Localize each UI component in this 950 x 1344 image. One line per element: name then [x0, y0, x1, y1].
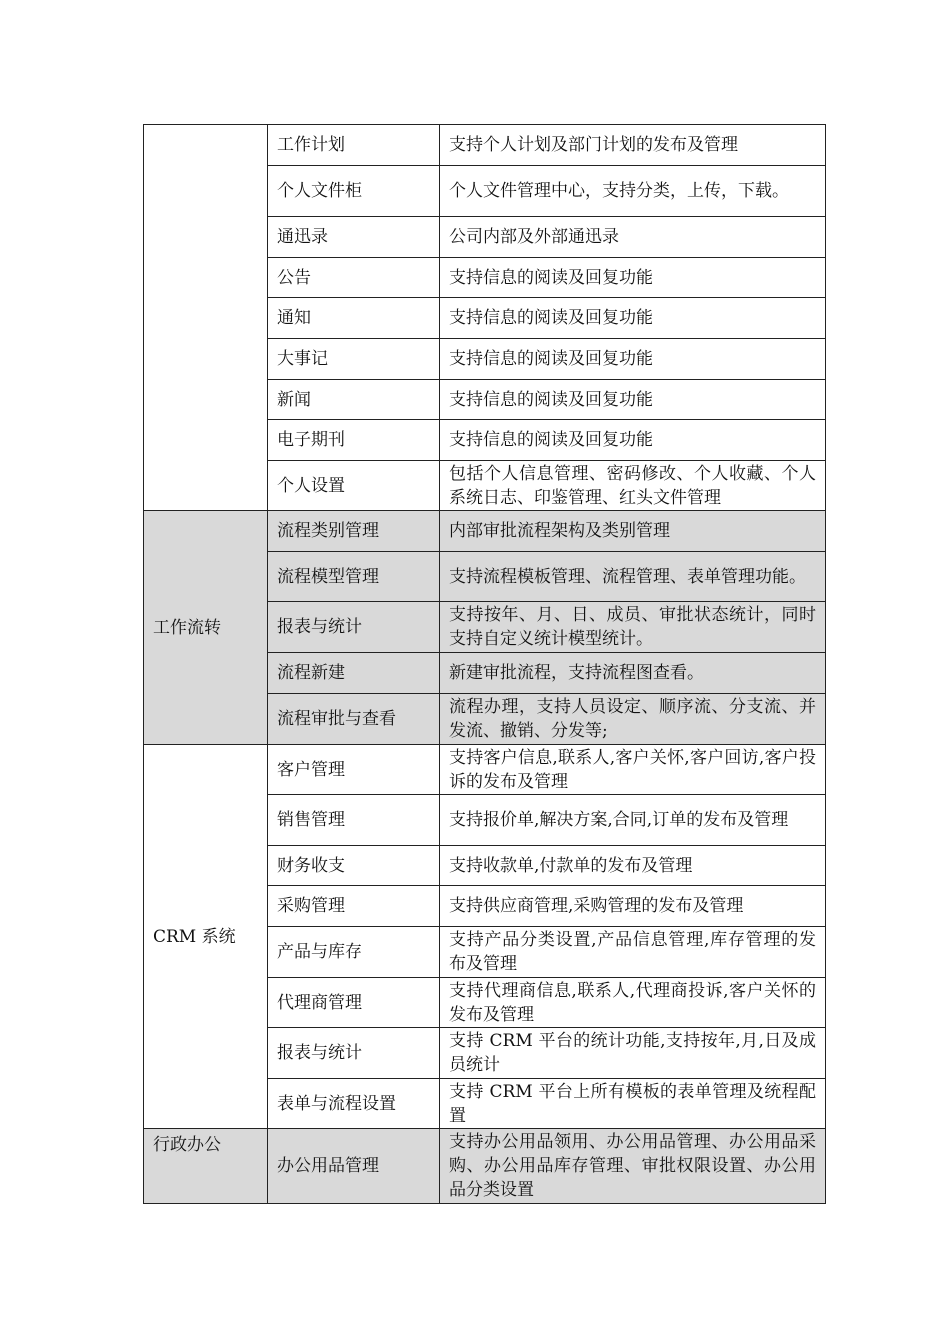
table-row	[144, 125, 826, 166]
feature-cell: 代理商管理	[268, 978, 440, 1028]
description-cell: 支持信息的阅读及回复功能	[440, 420, 826, 461]
feature-cell: 办公用品管理	[268, 1129, 440, 1204]
description-cell: 支持供应商管理,采购管理的发布及管理	[440, 886, 826, 927]
description-cell: 支持按年、月、日、成员、审批状态统计，同时支持自定义统计模型统计。	[440, 602, 826, 653]
feature-cell: 销售管理	[268, 795, 440, 846]
description-cell: 支持信息的阅读及回复功能	[440, 380, 826, 420]
feature-cell: 表单与流程设置	[268, 1079, 440, 1129]
feature-cell: 流程模型管理	[268, 552, 440, 602]
feature-cell: 采购管理	[268, 886, 440, 927]
feature-cell: 个人文件柜	[268, 166, 440, 217]
description-cell: 支持个人计划及部门计划的发布及管理	[440, 125, 826, 166]
description-cell: 内部审批流程架构及类别管理	[440, 511, 826, 552]
category-cell	[144, 125, 268, 511]
feature-cell: 流程审批与查看	[268, 694, 440, 745]
category-cell: 行政办公	[144, 1129, 268, 1204]
description-cell: 支持 CRM 平台的统计功能,支持按年,月,日及成员统计	[440, 1028, 826, 1079]
description-cell: 个人文件管理中心，支持分类，上传，下载。	[440, 166, 826, 217]
feature-cell: 通知	[268, 298, 440, 339]
feature-cell: 大事记	[268, 339, 440, 380]
category-cell: 工作流转	[144, 511, 268, 745]
feature-cell: 报表与统计	[268, 1028, 440, 1079]
feature-cell: 电子期刊	[268, 420, 440, 461]
category-cell: CRM 系统	[144, 745, 268, 1129]
feature-cell: 通迅录	[268, 217, 440, 258]
feature-cell: 客户管理	[268, 745, 440, 795]
description-cell: 流程办理，支持人员设定、顺序流、分支流、并发流、撤销、分发等;	[440, 694, 826, 745]
feature-cell: 新闻	[268, 380, 440, 420]
feature-cell: 工作计划	[268, 125, 440, 166]
table-row	[144, 1129, 826, 1204]
description-cell: 支持办公用品领用、办公用品管理、办公用品采购、办公用品库存管理、审批权限设置、办公用品分类设置	[440, 1129, 826, 1204]
table-row	[144, 745, 826, 795]
feature-cell: 财务收支	[268, 846, 440, 886]
description-cell: 支持流程模板管理、流程管理、表单管理功能。	[440, 552, 826, 602]
description-cell: 支持产品分类设置,产品信息管理,库存管理的发布及管理	[440, 927, 826, 978]
description-cell: 包括个人信息管理、密码修改、个人收藏、个人系统日志、印鉴管理、红头文件管理	[440, 461, 826, 511]
feature-cell: 流程新建	[268, 653, 440, 694]
description-cell: 支持收款单,付款单的发布及管理	[440, 846, 826, 886]
description-cell: 支持信息的阅读及回复功能	[440, 339, 826, 380]
description-cell: 支持信息的阅读及回复功能	[440, 258, 826, 298]
feature-cell: 流程类别管理	[268, 511, 440, 552]
description-cell: 支持报价单,解决方案,合同,订单的发布及管理	[440, 795, 826, 846]
feature-cell: 产品与库存	[268, 927, 440, 978]
description-cell: 支持客户信息,联系人,客户关怀,客户回访,客户投诉的发布及管理	[440, 745, 826, 795]
table-row	[144, 511, 826, 552]
description-cell: 新建审批流程，支持流程图查看。	[440, 653, 826, 694]
description-cell: 支持 CRM 平台上所有模板的表单管理及统程配置	[440, 1079, 826, 1129]
feature-table	[143, 124, 826, 1204]
feature-cell: 个人设置	[268, 461, 440, 511]
description-cell: 公司内部及外部通迅录	[440, 217, 826, 258]
description-cell: 支持代理商信息,联系人,代理商投诉,客户关怀的发布及管理	[440, 978, 826, 1028]
feature-table-body	[144, 125, 826, 1204]
description-cell: 支持信息的阅读及回复功能	[440, 298, 826, 339]
feature-cell: 公告	[268, 258, 440, 298]
feature-cell: 报表与统计	[268, 602, 440, 653]
